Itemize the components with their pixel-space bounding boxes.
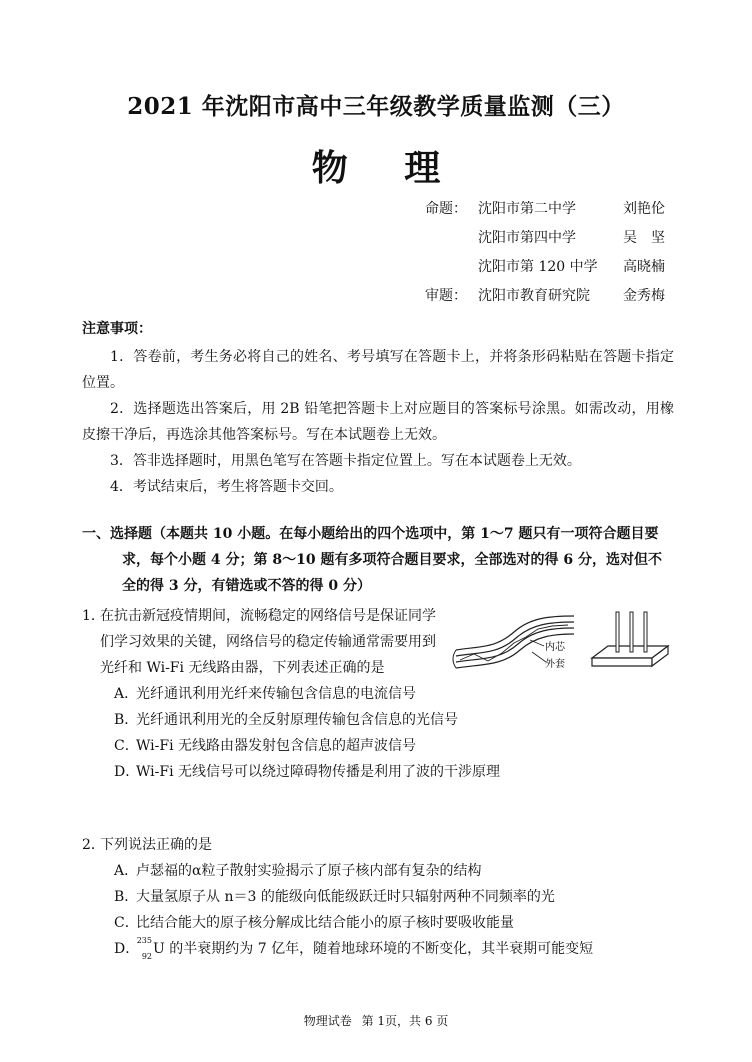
option-item xyxy=(114,733,674,759)
option-item xyxy=(114,858,674,884)
cladding-leader-line xyxy=(532,652,546,662)
page-footer xyxy=(0,1012,752,1029)
optical-fiber-figure xyxy=(452,606,578,678)
footer-page-number: 第 1页，共 6 页 xyxy=(361,1014,449,1028)
option-item xyxy=(114,707,674,733)
author-row xyxy=(425,200,715,229)
option-letter: A． xyxy=(114,686,139,702)
option-letter: C． xyxy=(114,738,139,754)
router-antenna xyxy=(630,612,633,652)
option-text: 卢瑟福的α粒子散射实验揭示了原子核内部有复杂的结构 xyxy=(136,863,482,879)
option-text: 大量氢原子从 n＝3 的能级向低能级跃迁时只辐射两种不同频率的光 xyxy=(136,889,555,905)
section-heading: 一、选择题（本题共 10 小题。在每小题给出的四个选项中，第 1～7 题只有一项符合题目要求，每个小题 4 分；第 8～10 题有多项符合题目要求，全部选对的得 6 分，选对但不全的得 3 分，有错选或不答的得 0 分） xyxy=(82,526,662,594)
option-list xyxy=(82,858,674,962)
nuclide-notation xyxy=(136,938,152,960)
question-number: 1． xyxy=(82,608,105,624)
wifi-router-figure xyxy=(588,608,672,674)
author-list xyxy=(425,200,715,316)
option-list xyxy=(82,681,674,785)
option-item xyxy=(114,884,674,910)
mass-number: 235 xyxy=(136,936,152,945)
notes-list xyxy=(82,344,674,500)
atomic-number: 92 xyxy=(141,952,152,961)
option-letter: D． xyxy=(114,941,140,957)
option-item xyxy=(114,681,674,707)
option-text: Wi-Fi 无线路由器发射包含信息的超声波信号 xyxy=(136,738,416,754)
option-item xyxy=(114,759,674,785)
author-school: 沈阳市第 120 中学 xyxy=(478,259,598,275)
footer-subject: 物理试卷 xyxy=(303,1014,352,1028)
cladding-label: 外套 xyxy=(545,659,565,670)
option-letter: C． xyxy=(114,915,139,931)
option-text: 的半衰期约为 7 亿年，随着地球环境的不断变化，其半衰期可能变短 xyxy=(169,941,594,957)
router-front xyxy=(592,658,652,666)
author-name: 刘艳伦 xyxy=(623,201,665,217)
note-item: 1．答卷前，考生务必将自己的姓名、考号填写在答题卡上，并将条形码粘贴在答题卡指定位置。 xyxy=(82,349,674,391)
question-1 xyxy=(82,603,674,785)
router-antenna xyxy=(616,612,619,652)
element-symbol: U xyxy=(153,941,165,957)
option-item xyxy=(114,910,674,936)
note-item: 2．选择题选出答案后，用 2B 铅笔把答题卡上对应题目的答案标号涂黑。如需改动，用橡皮擦干净后，再选涂其他答案标号。写在本试题卷上无效。 xyxy=(82,401,674,443)
author-name: 高晓楠 xyxy=(623,259,665,275)
option-letter: B． xyxy=(114,712,139,728)
author-school: 沈阳市教育研究院 xyxy=(478,288,590,304)
option-letter: D． xyxy=(114,764,140,780)
author-name: 金秀梅 xyxy=(623,288,665,304)
note-item: 3．答非选择题时，用黑色笔写在答题卡指定位置上。写在本试题卷上无效。 xyxy=(110,453,581,469)
question-text: 在抗击新冠疫情期间，流畅稳定的网络信号是保证同学们学习效果的关键，网络信号的稳定传输通常需要用到光纤和 Wi-Fi 无线路由器，下列表述正确的是 xyxy=(100,608,436,676)
author-role: 命题： xyxy=(425,201,467,217)
author-row xyxy=(425,287,715,316)
author-row xyxy=(425,258,715,287)
option-letter: A． xyxy=(114,863,139,879)
fiber-end xyxy=(453,650,456,668)
exam-title: 2021 年沈阳市高中三年级教学质量监测（三） xyxy=(127,93,625,120)
author-role: 审题： xyxy=(425,288,467,304)
question-number: 2． xyxy=(82,837,105,853)
notes-heading: 注意事项： xyxy=(82,321,152,337)
author-school: 沈阳市第二中学 xyxy=(478,201,576,217)
option-item xyxy=(114,936,674,962)
router-antenna xyxy=(644,612,647,652)
author-school: 沈阳市第四中学 xyxy=(478,230,576,246)
question-stem xyxy=(82,832,674,858)
core-leader-line xyxy=(530,640,544,646)
option-text: 光纤通讯利用光的全反射原理传输包含信息的光信号 xyxy=(136,712,458,728)
author-row xyxy=(425,229,715,258)
option-text: 比结合能大的原子核分解成比结合能小的原子核时要吸收能量 xyxy=(136,915,514,931)
subject-title: 物 理 xyxy=(311,147,463,189)
option-letter: B． xyxy=(114,889,139,905)
question-2 xyxy=(82,832,674,962)
option-text: 光纤通讯利用光纤来传输包含信息的电流信号 xyxy=(136,686,416,702)
option-text: Wi-Fi 无线信号可以绕过障碍物传播是利用了波的干涉原理 xyxy=(136,764,500,780)
author-name: 吴 坚 xyxy=(623,230,665,246)
core-label: 内芯 xyxy=(545,642,565,653)
note-item: 4．考试结束后，考生将答题卡交回。 xyxy=(110,479,343,495)
question-stem xyxy=(82,603,440,681)
question-text: 下列说法正确的是 xyxy=(100,837,212,853)
